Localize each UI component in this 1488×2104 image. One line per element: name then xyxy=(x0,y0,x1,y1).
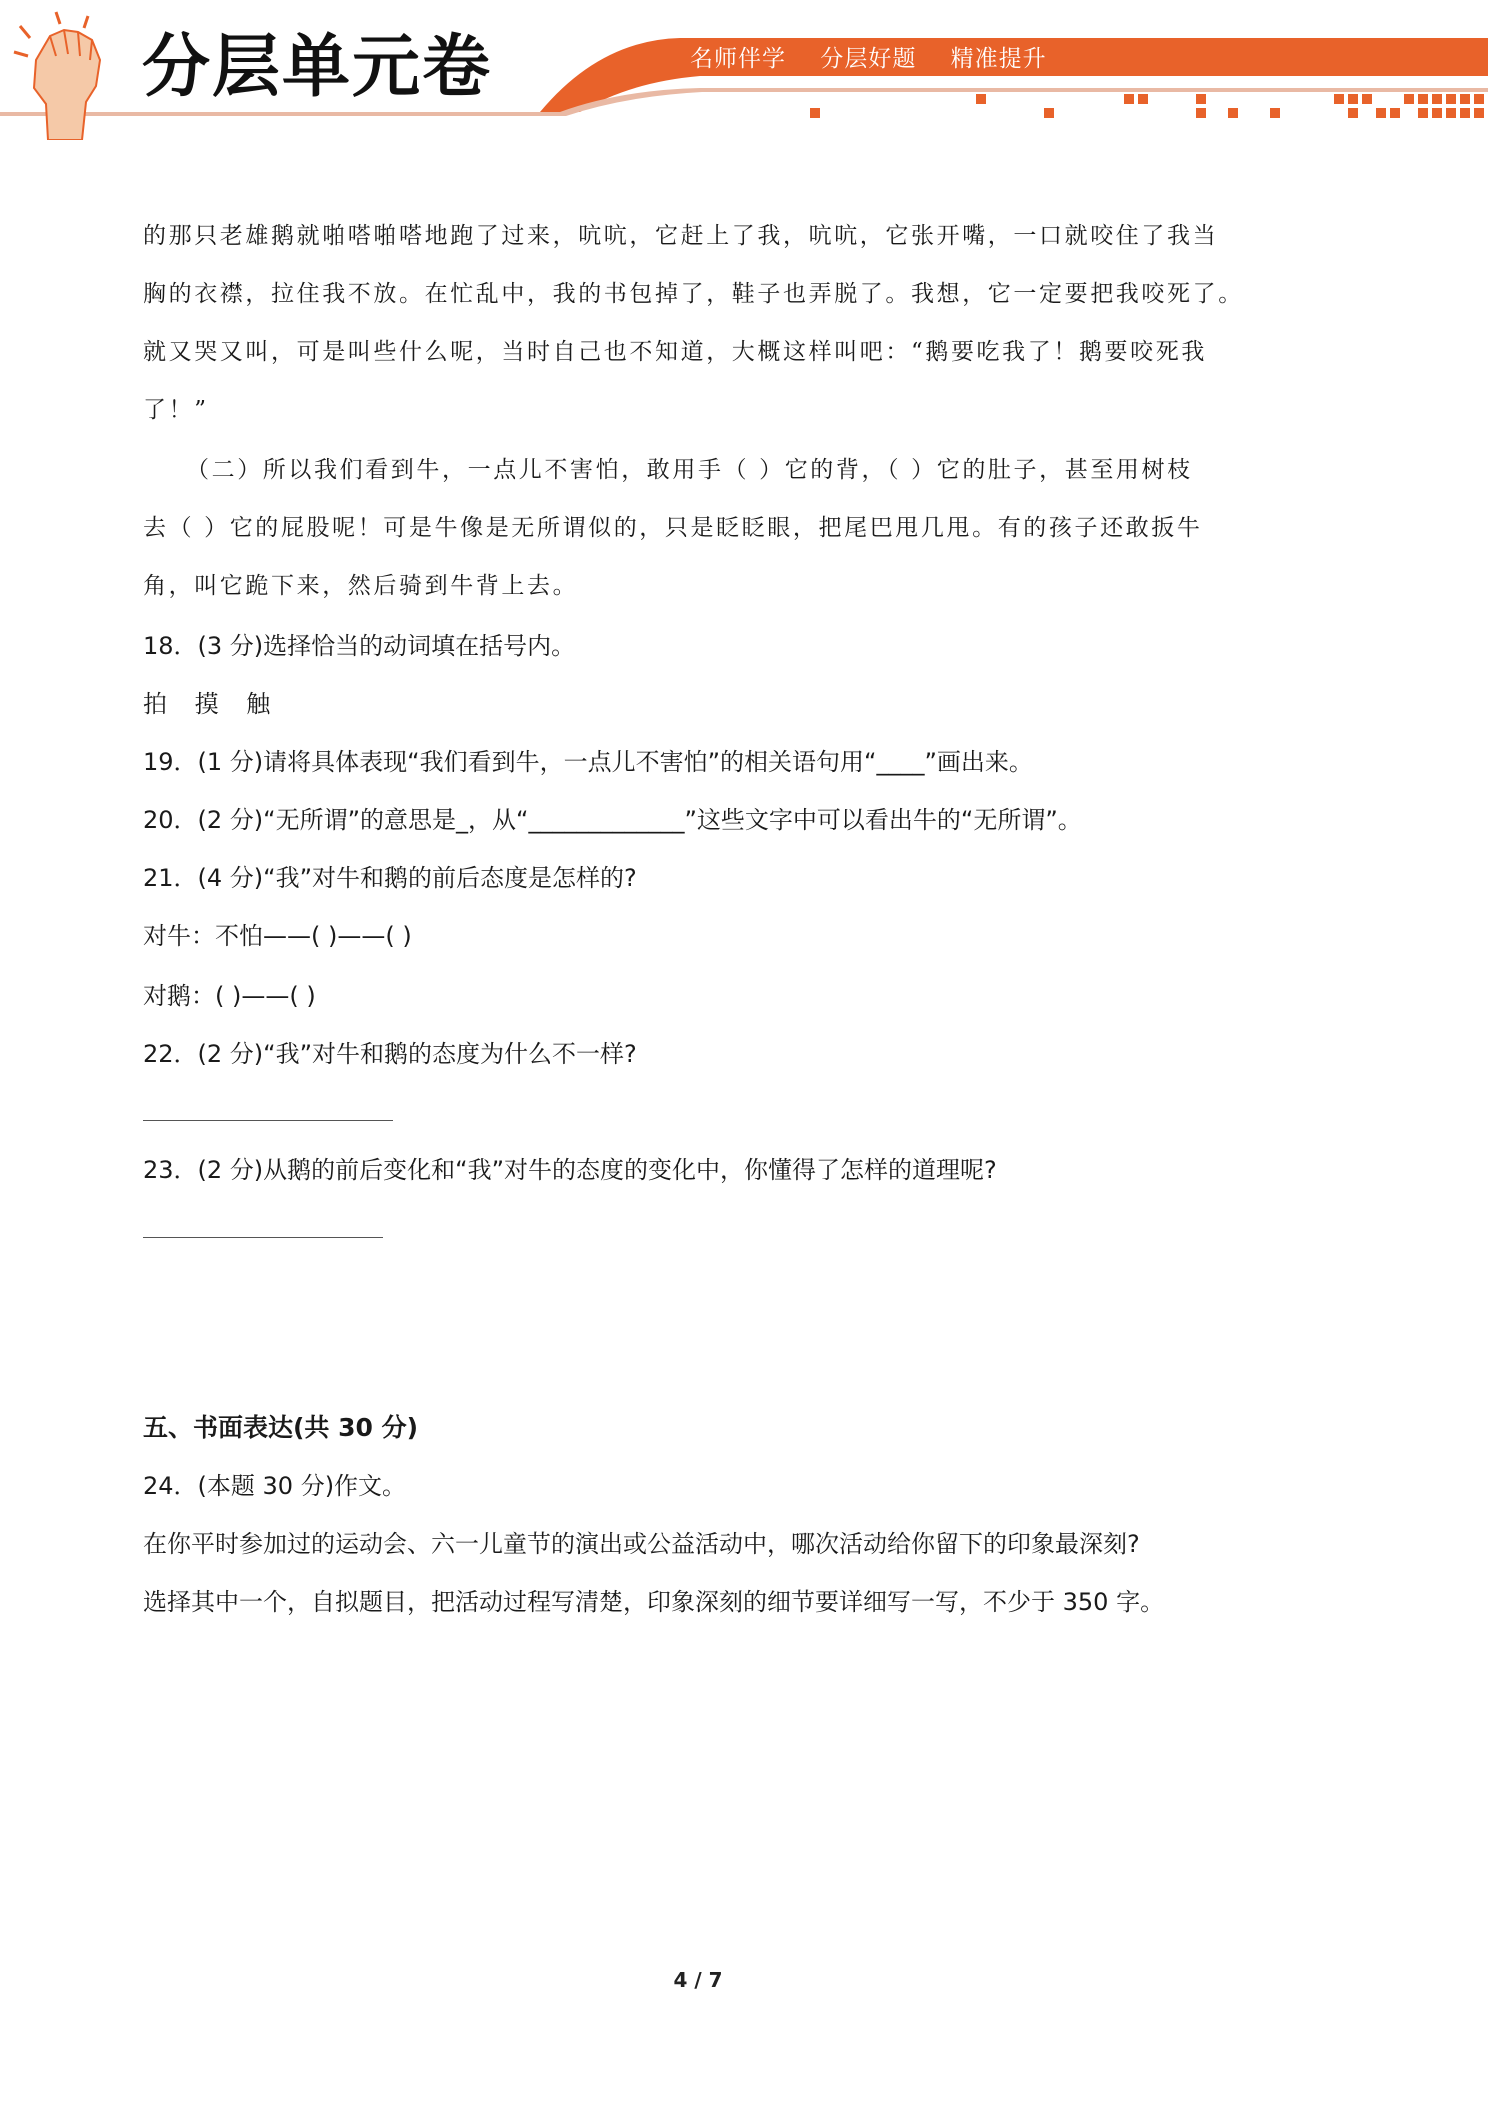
page-number: 4 / 7 xyxy=(673,1968,723,1992)
essay-prompt-line: 选择其中一个，自拟题目，把活动过程写清楚，印象深刻的细节要详细写一写，不少于 350 字。 xyxy=(143,1588,1165,1616)
essay-prompt-line: 在你平时参加过的运动会、六一儿童节的演出或公益活动中，哪次活动给你留下的印象最深刻? xyxy=(143,1530,1140,1558)
passage-line: 去（ ）它的屁股呢！可是牛像是无所谓似的，只是眨眨眼，把尾巴甩几甩。有的孩子还敢扳牛 xyxy=(143,515,1203,541)
question-19: 19．(1 分)请将具体表现“我们看到牛，一点儿不害怕”的相关语句用“____”画出来。 xyxy=(143,748,1033,776)
question-21-goose: 对鹅：( )——( ) xyxy=(143,982,316,1010)
option-mo: 摸 xyxy=(194,690,219,718)
option-pai: 拍 xyxy=(143,690,167,718)
question-21: 21．(4 分)“我”对牛和鹅的前后态度是怎样的? xyxy=(143,864,637,892)
question-18-options xyxy=(143,688,290,720)
option-chu: 触 xyxy=(246,690,271,718)
passage-line: 胸的衣襟，拉住我不放。在忙乱中，我的书包掉了，鞋子也弄脱了。我想，它一定要把我咬死了。 xyxy=(143,281,1244,307)
raised-fist-icon xyxy=(14,12,100,140)
passage-line: 了！” xyxy=(143,397,209,423)
question-22: 22．(2 分)“我”对牛和鹅的态度为什么不一样? xyxy=(143,1040,637,1068)
slogan-2: 分层好题 xyxy=(820,46,917,72)
brand-title: 分层单元卷 xyxy=(142,28,493,107)
question-18: 18．(3 分)选择恰当的动词填在括号内。 xyxy=(143,632,576,660)
header-banner xyxy=(0,0,1488,140)
passage-line: （二）所以我们看到牛，一点儿不害怕，敢用手（ ）它的背，（ ）它的肚子，甚至用树枝 xyxy=(186,457,1193,483)
slogan xyxy=(690,44,1073,74)
passage-line: 角，叫它跪下来，然后骑到牛背上去。 xyxy=(143,573,579,599)
question-23: 23．(2 分)从鹅的前后变化和“我”对牛的态度的变化中，你懂得了怎样的道理呢? xyxy=(143,1156,997,1184)
question-21-cow: 对牛：不怕——( )——( ) xyxy=(143,922,412,950)
section-title: 五、书面表达(共 30 分) xyxy=(143,1413,419,1442)
question-20: 20．(2 分)“无所谓”的意思是_，从“_____________”这些文字中可以看出牛的“无所谓”。 xyxy=(143,806,1082,834)
answer-line-22 xyxy=(143,1120,393,1121)
slogan-3: 精准提升 xyxy=(950,46,1047,72)
slogan-1: 名师伴学 xyxy=(690,46,786,72)
passage-line: 就又哭又叫，可是叫些什么呢，当时自己也不知道，大概这样叫吧：“鹅要吃我了！鹅要咬死我 xyxy=(143,339,1207,365)
passage-line: 的那只老雄鹅就啪嗒啪嗒地跑了过来，吭吭，它赶上了我，吭吭，它张开嘴，一口就咬住了我当 xyxy=(143,223,1219,249)
answer-line-23 xyxy=(143,1237,383,1238)
question-24: 24．(本题 30 分)作文。 xyxy=(143,1472,407,1500)
